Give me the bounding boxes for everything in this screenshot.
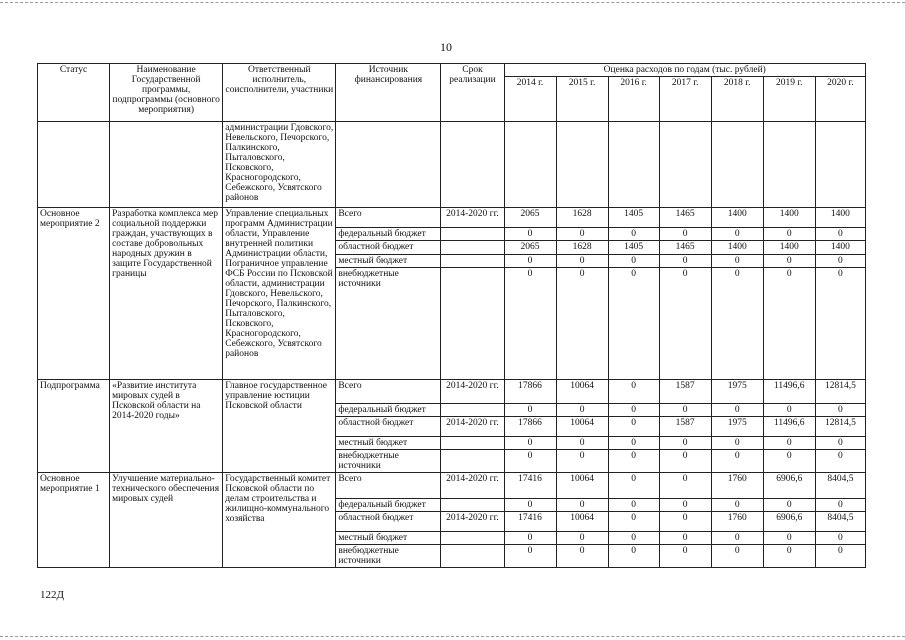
header-year: 2016 г. <box>608 77 659 122</box>
source-cell: федеральный бюджет <box>336 228 441 241</box>
value-cell: 0 <box>815 268 865 380</box>
value-cell: 12814,5 <box>815 417 865 437</box>
value-cell: 0 <box>556 545 608 568</box>
header-year: 2020 г. <box>815 77 865 122</box>
term-cell: 2014-2020 гг. <box>441 417 504 437</box>
value-cell: 0 <box>711 450 763 473</box>
name-cell: «Развитие института мировых судей в Псковской области на 2014-2020 годы» <box>110 380 223 473</box>
value-cell: 0 <box>556 450 608 473</box>
continuation-row <box>38 122 866 208</box>
term-cell <box>441 532 504 545</box>
status-cell: Подпрограмма <box>38 380 110 473</box>
value-cell: 0 <box>763 532 815 545</box>
continuation-value-cell <box>556 122 608 208</box>
value-cell: 1400 <box>711 208 763 228</box>
value-cell: 1400 <box>763 241 815 255</box>
value-cell: 0 <box>763 404 815 417</box>
header-term: Срок реализации <box>441 64 504 122</box>
value-cell: 0 <box>711 532 763 545</box>
value-cell: 1465 <box>659 241 711 255</box>
value-cell: 0 <box>504 499 556 512</box>
value-cell: 0 <box>711 499 763 512</box>
value-cell: 0 <box>659 532 711 545</box>
page-number: 10 <box>440 40 452 54</box>
status-cell: Основное мероприятие 1 <box>38 473 110 568</box>
continuation-value-cell <box>659 122 711 208</box>
value-cell: 0 <box>659 268 711 380</box>
value-cell: 0 <box>608 228 659 241</box>
value-cell: 0 <box>659 473 711 499</box>
continuation-value-cell <box>815 122 865 208</box>
value-cell: 0 <box>815 532 865 545</box>
value-cell: 12814,5 <box>815 380 865 404</box>
value-cell: 0 <box>504 268 556 380</box>
header-year: 2019 г. <box>763 77 815 122</box>
value-cell: 0 <box>711 437 763 450</box>
continuation-value-cell <box>711 122 763 208</box>
value-cell: 17416 <box>504 512 556 532</box>
value-cell: 0 <box>608 473 659 499</box>
term-cell <box>441 450 504 473</box>
header-year: 2015 г. <box>556 77 608 122</box>
value-cell: 0 <box>504 437 556 450</box>
value-cell: 0 <box>556 404 608 417</box>
header-year: 2017 г. <box>659 77 711 122</box>
source-cell: Всего <box>336 473 441 499</box>
continuation-source-cell <box>336 122 441 208</box>
value-cell: 0 <box>659 255 711 268</box>
value-cell: 0 <box>608 380 659 404</box>
value-cell: 0 <box>763 499 815 512</box>
value-cell: 0 <box>556 268 608 380</box>
value-cell: 0 <box>659 404 711 417</box>
value-cell: 0 <box>659 512 711 532</box>
responsible-cell: Государственный комитет Псковской области по делам строительства и жилищно-коммунального хозяйства <box>223 473 336 568</box>
table-row <box>38 208 866 228</box>
header-status: Статус <box>38 64 110 122</box>
value-cell: 0 <box>763 228 815 241</box>
source-cell: местный бюджет <box>336 437 441 450</box>
document-code: 122Д <box>40 589 65 601</box>
table-row <box>38 473 866 499</box>
value-cell: 0 <box>711 268 763 380</box>
value-cell: 0 <box>504 228 556 241</box>
value-cell: 0 <box>815 545 865 568</box>
value-cell: 0 <box>711 228 763 241</box>
value-cell: 0 <box>763 450 815 473</box>
value-cell: 1465 <box>659 208 711 228</box>
value-cell: 0 <box>763 268 815 380</box>
status-cell: Основное мероприятие 2 <box>38 208 110 380</box>
scan-edge-top <box>0 2 905 3</box>
value-cell: 0 <box>608 255 659 268</box>
value-cell: 1400 <box>815 208 865 228</box>
value-cell: 2065 <box>504 208 556 228</box>
source-cell: внебюджетные источники <box>336 450 441 473</box>
name-cell: Разработка комплекса мер социальной поддержки граждан, участвующих в составе добровольных народных дружин в защите Государственной границы <box>110 208 223 380</box>
term-cell <box>441 228 504 241</box>
value-cell: 17866 <box>504 417 556 437</box>
value-cell: 0 <box>815 255 865 268</box>
value-cell: 0 <box>815 228 865 241</box>
value-cell: 0 <box>608 450 659 473</box>
header-year: 2014 г. <box>504 77 556 122</box>
term-cell: 2014-2020 гг. <box>441 473 504 499</box>
value-cell: 0 <box>659 450 711 473</box>
value-cell: 0 <box>815 437 865 450</box>
table-header <box>38 64 866 122</box>
value-cell: 10064 <box>556 417 608 437</box>
header-costs: Оценка расходов по годам (тыс. рублей) <box>504 64 866 77</box>
value-cell: 1400 <box>711 241 763 255</box>
source-cell: местный бюджет <box>336 255 441 268</box>
value-cell: 17866 <box>504 380 556 404</box>
value-cell: 11496,6 <box>763 417 815 437</box>
term-cell <box>441 255 504 268</box>
continuation-name-cell <box>110 122 223 208</box>
source-cell: федеральный бюджет <box>336 499 441 512</box>
value-cell: 0 <box>504 404 556 417</box>
value-cell: 0 <box>608 437 659 450</box>
value-cell: 1405 <box>608 208 659 228</box>
continuation-value-cell <box>504 122 556 208</box>
value-cell: 1400 <box>763 208 815 228</box>
header-year: 2018 г. <box>711 77 763 122</box>
value-cell: 0 <box>504 450 556 473</box>
source-cell: федеральный бюджет <box>336 404 441 417</box>
value-cell: 0 <box>504 545 556 568</box>
value-cell: 0 <box>608 499 659 512</box>
value-cell: 1760 <box>711 512 763 532</box>
value-cell: 0 <box>608 268 659 380</box>
value-cell: 1628 <box>556 241 608 255</box>
source-cell: областной бюджет <box>336 417 441 437</box>
value-cell: 0 <box>608 545 659 568</box>
value-cell: 1587 <box>659 380 711 404</box>
value-cell: 0 <box>763 545 815 568</box>
term-cell <box>441 241 504 255</box>
source-cell: областной бюджет <box>336 241 441 255</box>
table-row <box>38 380 866 404</box>
term-cell <box>441 404 504 417</box>
value-cell: 0 <box>504 255 556 268</box>
scan-edge-bottom <box>0 636 905 637</box>
value-cell: 0 <box>608 404 659 417</box>
value-cell: 1405 <box>608 241 659 255</box>
value-cell: 1400 <box>815 241 865 255</box>
value-cell: 0 <box>711 404 763 417</box>
value-cell: 0 <box>711 545 763 568</box>
term-cell: 2014-2020 гг. <box>441 208 504 228</box>
value-cell: 0 <box>556 499 608 512</box>
term-cell <box>441 268 504 380</box>
value-cell: 1975 <box>711 380 763 404</box>
value-cell: 8404,5 <box>815 512 865 532</box>
value-cell: 0 <box>608 532 659 545</box>
source-cell: областной бюджет <box>336 512 441 532</box>
value-cell: 0 <box>815 499 865 512</box>
value-cell: 0 <box>763 255 815 268</box>
source-cell: Всего <box>336 208 441 228</box>
value-cell: 10064 <box>556 380 608 404</box>
value-cell: 17416 <box>504 473 556 499</box>
value-cell: 0 <box>608 512 659 532</box>
term-cell <box>441 545 504 568</box>
value-cell: 1975 <box>711 417 763 437</box>
value-cell: 1587 <box>659 417 711 437</box>
name-cell: Улучшение материально-технического обеспечения мировых судей <box>110 473 223 568</box>
value-cell: 0 <box>556 255 608 268</box>
responsible-cell: Управление специальных программ Администрации области, Управление внутренней политики Администрации области, Пограничное управление ФСБ России по Псковской области, администрации Гдовского, Невельского, Печорского, Палкинского, Пыталовского, Псковского, Красногородского, Себежского, Усвятского районов <box>223 208 336 380</box>
value-cell: 0 <box>763 437 815 450</box>
budget-table <box>37 63 866 568</box>
value-cell: 0 <box>659 499 711 512</box>
value-cell: 10064 <box>556 512 608 532</box>
table-body <box>38 122 866 568</box>
value-cell: 0 <box>711 255 763 268</box>
value-cell: 1760 <box>711 473 763 499</box>
source-cell: Всего <box>336 380 441 404</box>
value-cell: 0 <box>556 532 608 545</box>
responsible-cell: Главное государственное управление юстиции Псковской области <box>223 380 336 473</box>
value-cell: 0 <box>815 450 865 473</box>
term-cell: 2014-2020 гг. <box>441 512 504 532</box>
continuation-responsible-cell: администрации Гдовского, Невельского, Печорского, Палкинского, Пыталовского, Псковского, Красногородского, Себежского, Усвятского районов <box>223 122 336 208</box>
value-cell: 0 <box>556 228 608 241</box>
value-cell: 10064 <box>556 473 608 499</box>
continuation-value-cell <box>763 122 815 208</box>
value-cell: 1628 <box>556 208 608 228</box>
source-cell: внебюджетные источники <box>336 268 441 380</box>
header-responsible: Ответственный исполнитель, соисполнители, участники <box>223 64 336 122</box>
value-cell: 6906,6 <box>763 512 815 532</box>
header-source: Источник финансирования <box>336 64 441 122</box>
source-cell: местный бюджет <box>336 532 441 545</box>
source-cell: внебюджетные источники <box>336 545 441 568</box>
term-cell: 2014-2020 гг. <box>441 380 504 404</box>
term-cell <box>441 437 504 450</box>
value-cell: 2065 <box>504 241 556 255</box>
value-cell: 0 <box>659 437 711 450</box>
value-cell: 0 <box>556 437 608 450</box>
value-cell: 0 <box>608 417 659 437</box>
continuation-value-cell <box>608 122 659 208</box>
value-cell: 8404,5 <box>815 473 865 499</box>
value-cell: 0 <box>815 404 865 417</box>
term-cell <box>441 499 504 512</box>
value-cell: 0 <box>504 532 556 545</box>
value-cell: 6906,6 <box>763 473 815 499</box>
continuation-status-cell <box>38 122 110 208</box>
header-name: Наименование Государственной программы, подпрограммы (основного мероприятия) <box>110 64 223 122</box>
continuation-term-cell <box>441 122 504 208</box>
value-cell: 0 <box>659 545 711 568</box>
value-cell: 0 <box>659 228 711 241</box>
value-cell: 11496,6 <box>763 380 815 404</box>
